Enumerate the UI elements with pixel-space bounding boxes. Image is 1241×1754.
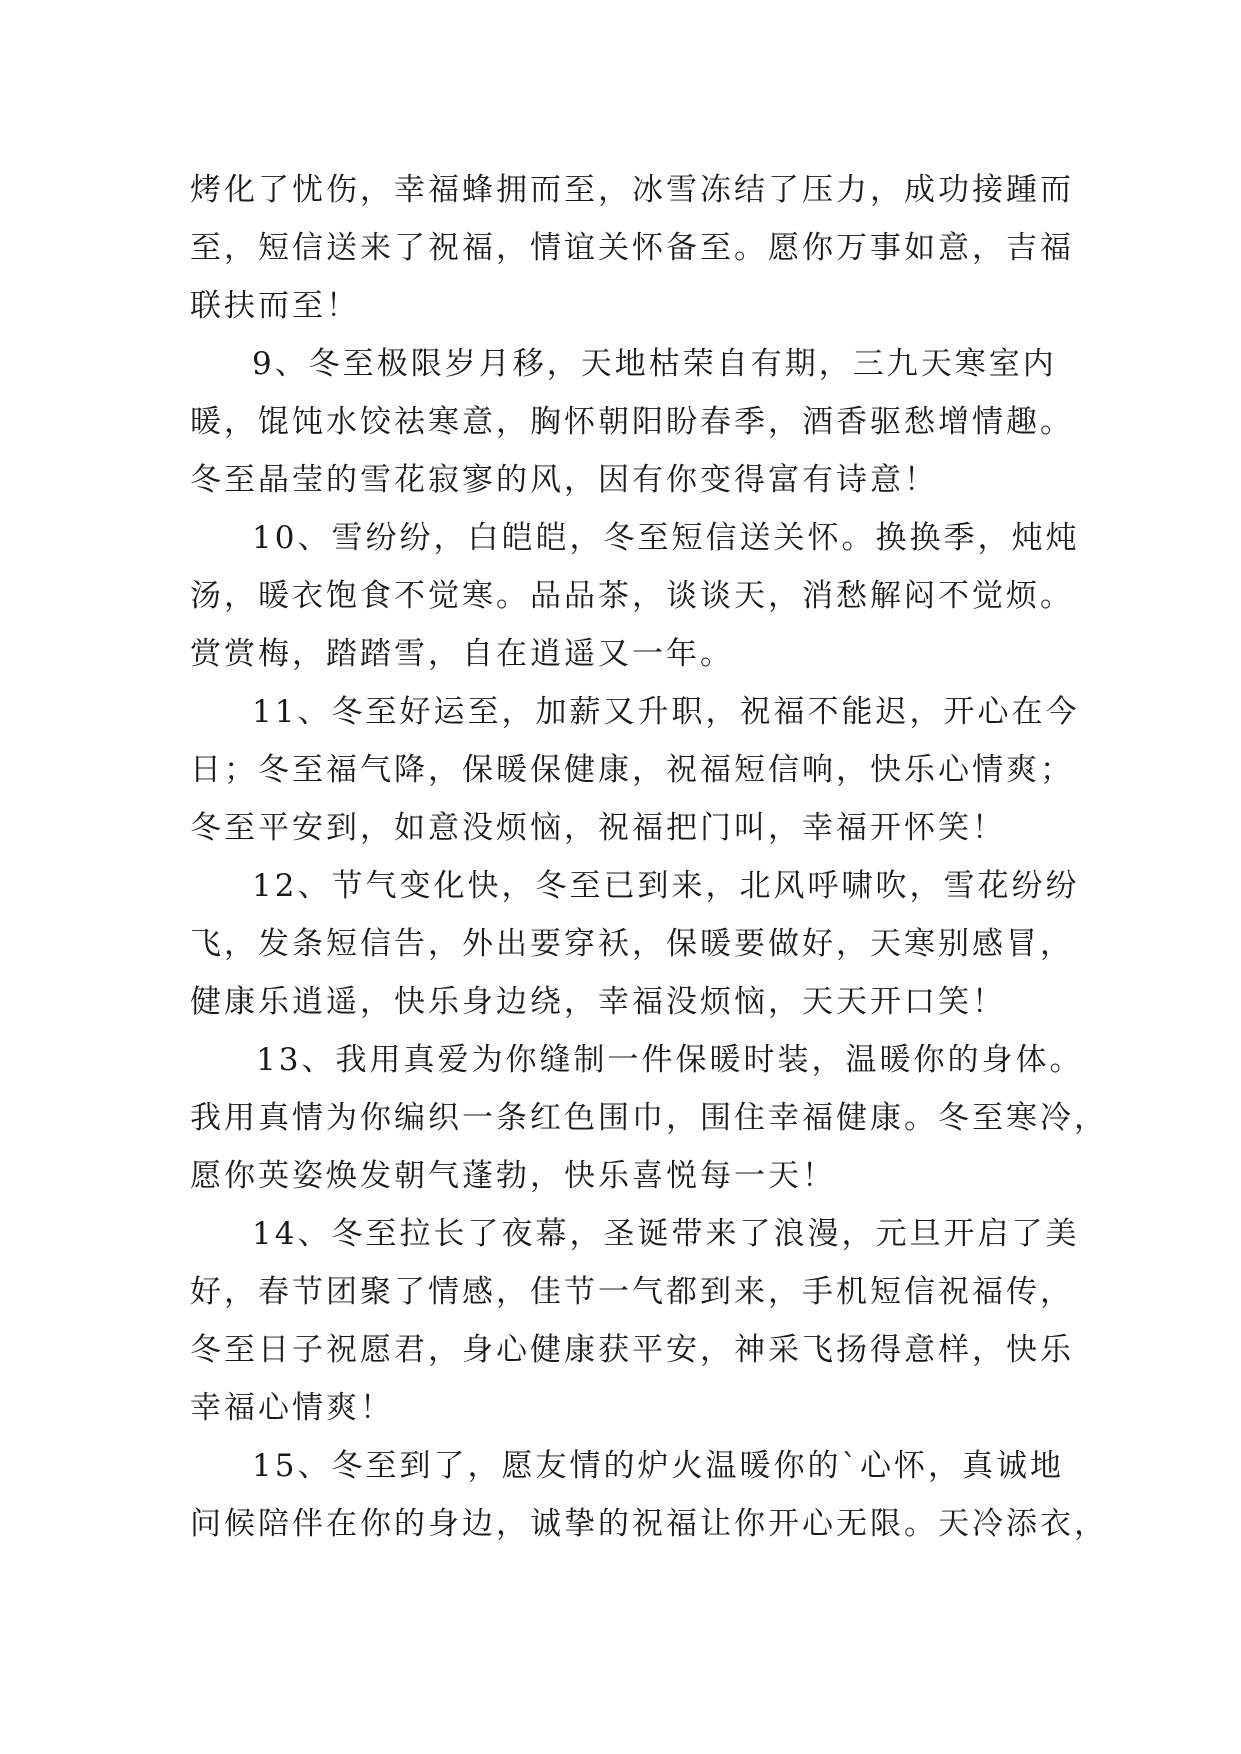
text-line: 14、冬至拉长了夜幕，圣诞带来了浪漫，元旦开启了美 (252, 1216, 1080, 1252)
text-line: 赏赏梅，踏踏雪，自在逍遥又一年。 (190, 636, 734, 672)
text-line: 幸福心情爽！ (190, 1390, 394, 1426)
text-line: 暖，馄饨水饺祛寒意，胸怀朝阳盼春季，酒香驱愁增情趣。 (190, 404, 1074, 440)
paragraph (190, 161, 1074, 335)
text-line: 冬至平安到，如意没烦恼，祝福把门叫，幸福开怀笑！ (190, 810, 1006, 846)
text-line: 联扶而至！ (190, 288, 360, 324)
text-line: 飞，发条短信告，外出要穿袄，保暖要做好，天寒别感冒， (190, 926, 1074, 962)
text-line: 问候陪伴在你的身边，诚挚的祝福让你开心无限。天冷添衣， (190, 1506, 1108, 1542)
paragraph-13 (190, 1031, 1108, 1205)
text-line: 冬至日子祝愿君，身心健康获平安，神采飞扬得意样，快乐 (190, 1332, 1074, 1368)
paragraph-9 (190, 335, 1074, 509)
text-line: 10、雪纷纷，白皑皑，冬至短信送关怀。换换季，炖炖 (252, 520, 1080, 556)
text-line: 日；冬至福气降，保暖保健康，祝福短信响，快乐心情爽； (190, 752, 1074, 788)
text-line: 至，短信送来了祝福，情谊关怀备至。愿你万事如意，吉福 (190, 230, 1074, 266)
text-line: 烤化了忧伤，幸福蜂拥而至，冰雪冻结了压力，成功接踵而 (190, 172, 1074, 208)
text-line: 11、冬至好运至，加薪又升职，祝福不能迟，开心在今 (252, 694, 1080, 730)
text-line: 15、冬至到了，愿友情的炉火温暖你的`心怀，真诚地 (252, 1448, 1064, 1484)
text-line: 汤，暖衣饱食不觉寒。品品茶，谈谈天，消愁解闷不觉烦。 (190, 578, 1074, 614)
paragraph-12 (190, 857, 1080, 1031)
text-line: 9、冬至极限岁月移，天地枯荣自有期，三九天寒室内 (252, 346, 1057, 382)
text-line: 愿你英姿焕发朝气蓬勃，快乐喜悦每一天！ (190, 1158, 836, 1194)
text-line: 12、节气变化快，冬至已到来，北风呼啸吹，雪花纷纷 (252, 868, 1080, 904)
text-line: 好，春节团聚了情感，佳节一气都到来，手机短信祝福传， (190, 1274, 1074, 1310)
paragraph-14 (190, 1205, 1080, 1437)
paragraph-10 (190, 509, 1080, 683)
document-body (190, 161, 1108, 1553)
text-line: 我用真情为你编织一条红色围巾，围住幸福健康。冬至寒冷， (190, 1100, 1108, 1136)
text-line: 健康乐逍遥，快乐身边绕，幸福没烦恼，天天开口笑！ (190, 984, 1006, 1020)
paragraph-11 (190, 683, 1080, 857)
paragraph-15 (190, 1437, 1108, 1553)
text-line: 13、我用真爱为你缝制一件保暖时装，温暖你的身体。 (256, 1042, 1084, 1078)
text-line: 冬至晶莹的雪花寂寥的风，因有你变得富有诗意！ (190, 462, 938, 498)
